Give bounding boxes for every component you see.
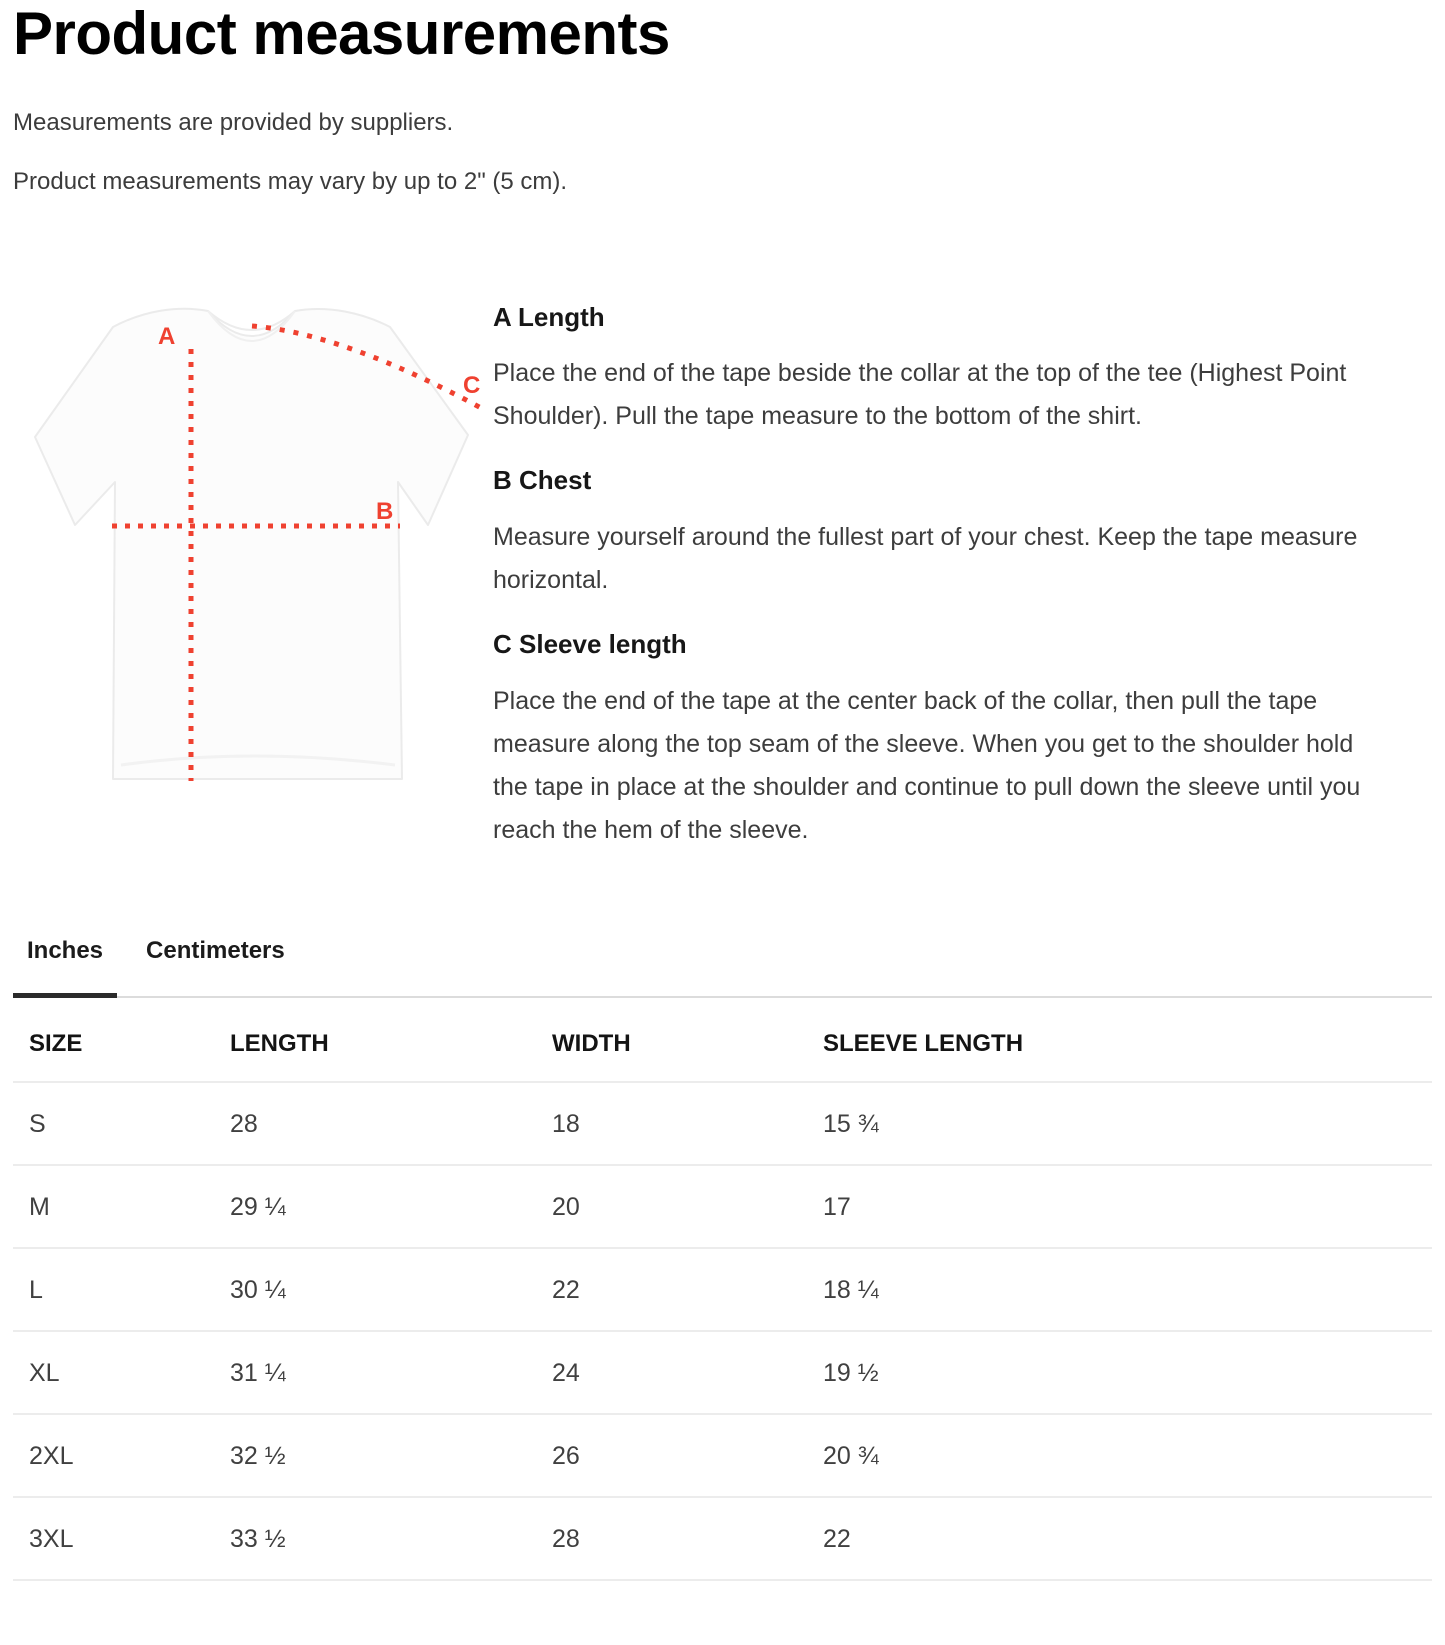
table-row (13, 1165, 1432, 1248)
measurement-cell: 18 ¼ (807, 1248, 1432, 1331)
table-row (13, 1082, 1432, 1165)
measurement-cell: 30 ¼ (214, 1248, 536, 1331)
size-cell: S (13, 1082, 214, 1165)
table-row (13, 1248, 1432, 1331)
instruction-body: Measure yourself around the fullest part of your chest. Keep the tape measure horizontal. (493, 523, 1358, 595)
size-table (13, 998, 1432, 1581)
measurement-cell: 28 (536, 1497, 807, 1580)
table-row (13, 1497, 1432, 1580)
measurement-cell: 15 ¾ (807, 1082, 1432, 1165)
size-cell: XL (13, 1331, 214, 1414)
size-cell: M (13, 1165, 214, 1248)
measurement-cell: 20 ¾ (807, 1414, 1432, 1497)
tshirt-measurement-diagram (13, 297, 493, 787)
size-cell: L (13, 1248, 214, 1331)
label-c: C (463, 371, 481, 399)
units-tabs (13, 937, 1432, 998)
measurement-cell: 24 (536, 1331, 807, 1414)
measurement-cell: 28 (214, 1082, 536, 1165)
column-header: WIDTH (536, 998, 807, 1082)
measurement-cell: 22 (536, 1248, 807, 1331)
label-b: B (376, 497, 394, 525)
instruction-heading: C Sleeve length (493, 629, 687, 660)
measurement-cell: 29 ¼ (214, 1165, 536, 1248)
measurement-cell: 17 (807, 1165, 1432, 1248)
measurement-cell: 32 ½ (214, 1414, 536, 1497)
table-row (13, 1414, 1432, 1497)
measurement-instructions (493, 297, 1393, 852)
measurement-cell: 33 ½ (214, 1497, 536, 1580)
column-header: LENGTH (214, 998, 536, 1082)
size-table-header-row (13, 998, 1432, 1082)
instruction-body: Place the end of the tape beside the collar at the top of the tee (Highest Point Shoulder). Pull the tape measure to the bottom of the shirt. (493, 359, 1347, 431)
size-cell: 2XL (13, 1414, 214, 1497)
instruction-heading: B Chest (493, 465, 592, 496)
tshirt-diagram-svg (13, 297, 493, 787)
tshirt-shape (35, 308, 468, 778)
measurement-section (13, 297, 1432, 852)
measurement-cell: 26 (536, 1414, 807, 1497)
note-suppliers: Measurements are provided by suppliers. (13, 109, 454, 136)
column-header: SIZE (13, 998, 214, 1082)
tab-inches[interactable]: Inches (13, 937, 117, 996)
label-a: A (158, 322, 176, 350)
page-title: Product measurements (13, 0, 670, 67)
measurement-cell: 18 (536, 1082, 807, 1165)
measurement-cell: 31 ¼ (214, 1331, 536, 1414)
column-header: SLEEVE LENGTH (807, 998, 1432, 1082)
note-variance: Product measurements may vary by up to 2" (5 cm). (13, 167, 568, 195)
tab-centimeters[interactable]: Centimeters (146, 936, 285, 964)
table-row (13, 1331, 1432, 1414)
measurement-cell: 22 (807, 1497, 1432, 1580)
measurement-cell: 20 (536, 1165, 807, 1248)
instruction-heading: A Length (493, 301, 605, 332)
instruction-body: Place the end of the tape at the center back of the collar, then pull the tape measure along the top seam of the sleeve. When you get to the shoulder hold the tape in place at the shoulder and continue to pull down the sleeve until you reach the hem of the sleeve. (493, 686, 1361, 844)
measurement-cell: 19 ½ (807, 1331, 1432, 1414)
product-measurements-page (0, 2, 1445, 1645)
size-cell: 3XL (13, 1497, 214, 1580)
